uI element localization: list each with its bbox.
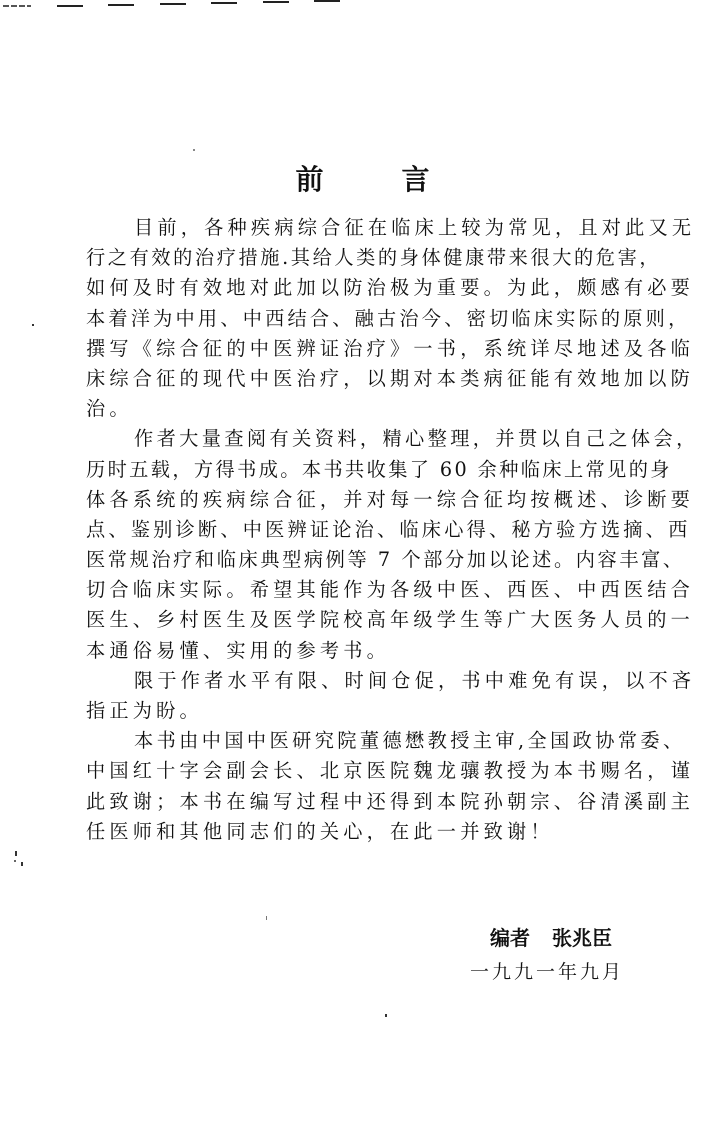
title-char: 前 xyxy=(295,163,324,196)
text-line: 限于作者水平有限、时间仓促，书中难免有误，以不吝 xyxy=(134,668,696,692)
text-line: 本书由中国中医研究院董德懋教授主审,全国政协常委、 xyxy=(134,729,686,753)
text-line: 切合临床实际。希望其能作为各级中医、西医、中西医结合 xyxy=(86,578,695,602)
scan-speck xyxy=(21,862,23,866)
text-line: 中国红十字会副会长、北京医院魏龙骧教授为本书赐名，谨 xyxy=(86,759,695,783)
page-title xyxy=(0,158,725,198)
text-line: 作者大量查阅有关资料，精心整理，并贯以自己之体会， xyxy=(134,427,699,451)
text-line: 体各系统的疾病综合征，并对每一综合征均按概述、诊断要 xyxy=(86,487,695,511)
text-line: 本通俗易懂、实用的参考书。 xyxy=(86,638,391,662)
paragraph-3 xyxy=(86,666,696,726)
title-char: 言 xyxy=(401,163,430,196)
text-line: 如何及时有效地对此加以防治极为重要。为此，颇感有必要 xyxy=(86,276,695,300)
text-line: 目前，各种疾病综合征在临床上较为常见，且对此又无 xyxy=(134,216,696,239)
text-line: 撰写《综合征的中医辨证治疗》一书，系统详尽地述及各临 xyxy=(86,336,695,360)
text-line: 本着洋为中用、中西结合、融古治今、密切临床实际的原则， xyxy=(86,306,691,330)
preface-body xyxy=(86,213,699,847)
text-line: 任医师和其他同志们的关心，在此一并致谢！ xyxy=(86,819,554,843)
author-name: 张兆臣 xyxy=(552,926,612,950)
author-signature xyxy=(490,922,612,951)
preface-date: 一九九一年九月 xyxy=(470,961,625,983)
author-role: 编者 xyxy=(490,926,530,950)
scan-speck xyxy=(266,916,267,920)
scan-speck xyxy=(32,324,34,326)
text-line: 医常规治疗和临床典型病例等 7 个部分加以论述。内容丰富、 xyxy=(86,548,685,572)
text-line: 此致谢；本书在编写过程中还得到本院孙朝宗、谷清溪副主 xyxy=(86,789,695,813)
scan-speck xyxy=(193,149,195,151)
paragraph-4 xyxy=(86,726,695,847)
text-line: 行之有效的治疗措施.其给人类的身体健康带来很大的危害， xyxy=(86,246,662,270)
text-line: 点、鉴别诊断、中医辨证论治、临床心得、秘方验方选摘、西 xyxy=(86,517,691,541)
scan-speck xyxy=(14,860,16,862)
paragraph-1 xyxy=(86,213,696,424)
scan-speck xyxy=(385,1014,387,1017)
scan-artifact-top-lines xyxy=(0,0,360,8)
text-line: 指正为盼。 xyxy=(86,699,203,722)
text-line: 床综合征的现代中医治疗，以期对本类病征能有效地加以防 xyxy=(86,366,695,390)
text-line: 医生、乡村医生及医学院校高年级学生等广大医务人员的一 xyxy=(86,608,695,632)
paragraph-2 xyxy=(86,424,699,666)
text-line: 历时五载，方得书成。本书共收集了 60 余种临床上常见的身 xyxy=(86,457,672,481)
text-line: 治。 xyxy=(86,397,133,421)
scan-speck xyxy=(15,851,17,856)
